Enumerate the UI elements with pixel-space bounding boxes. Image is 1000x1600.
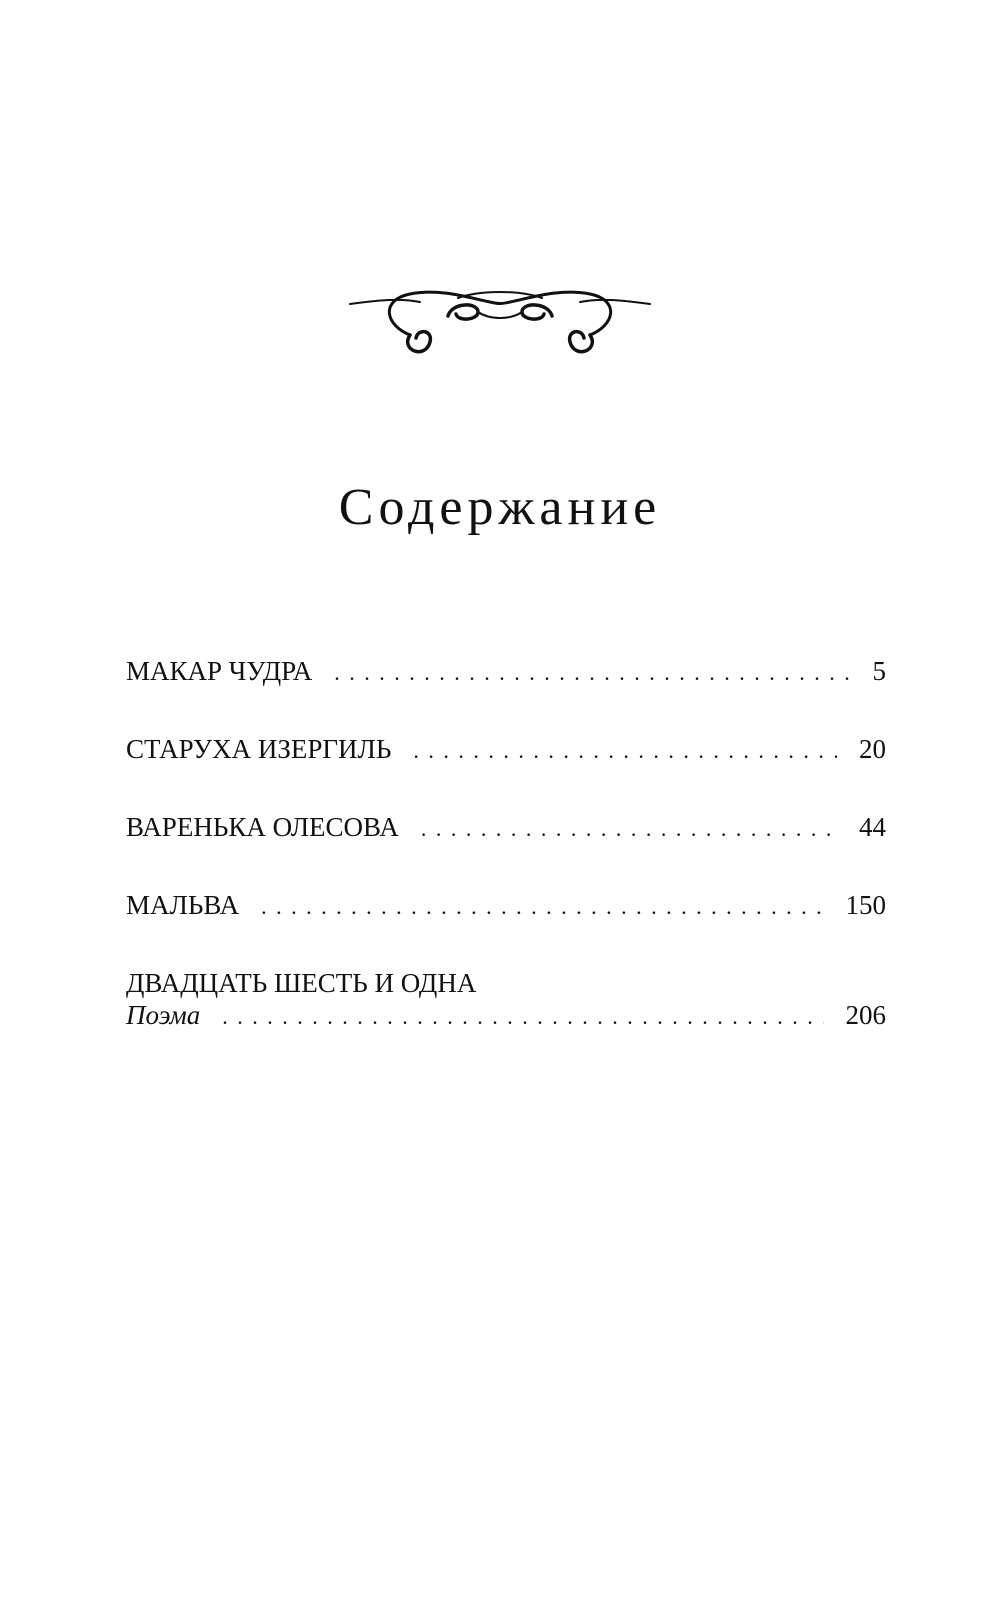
toc-entry[interactable] bbox=[126, 889, 886, 967]
toc-row bbox=[126, 967, 886, 999]
toc-entry[interactable] bbox=[126, 811, 886, 889]
toc-entry[interactable] bbox=[126, 967, 886, 1055]
toc-page-number: 44 bbox=[859, 812, 886, 842]
dot-leader bbox=[222, 1001, 823, 1033]
table-of-contents bbox=[126, 655, 886, 1055]
toc-page-number: 20 bbox=[859, 734, 886, 764]
toc-entry[interactable] bbox=[126, 733, 886, 811]
dot-leader bbox=[261, 891, 823, 923]
page-title: Содержание bbox=[338, 479, 662, 536]
toc-row bbox=[126, 733, 886, 767]
toc-row bbox=[126, 999, 886, 1033]
toc-entry[interactable] bbox=[126, 655, 886, 733]
toc-page-number: 5 bbox=[872, 656, 886, 686]
flourish-ornament-icon bbox=[340, 280, 660, 370]
toc-page-number: 206 bbox=[845, 1000, 886, 1030]
toc-entry-title: МАЛЬВА bbox=[126, 890, 240, 920]
toc-row bbox=[126, 655, 886, 689]
toc-entry-title: МАКАР ЧУДРА bbox=[126, 656, 313, 686]
toc-entry-subtitle: Поэма bbox=[126, 1000, 201, 1030]
toc-row bbox=[126, 889, 886, 923]
toc-entry-title: ВАРЕНЬКА ОЛЕСОВА bbox=[126, 812, 399, 842]
toc-entry-title: ДВАДЦАТЬ ШЕСТЬ И ОДНА bbox=[126, 968, 477, 998]
toc-page-number: 150 bbox=[845, 890, 886, 920]
dot-leader bbox=[421, 813, 837, 845]
toc-entry-title: СТАРУХА ИЗЕРГИЛЬ bbox=[126, 734, 392, 764]
toc-row bbox=[126, 811, 886, 845]
dot-leader bbox=[413, 735, 837, 767]
dot-leader bbox=[334, 657, 850, 689]
